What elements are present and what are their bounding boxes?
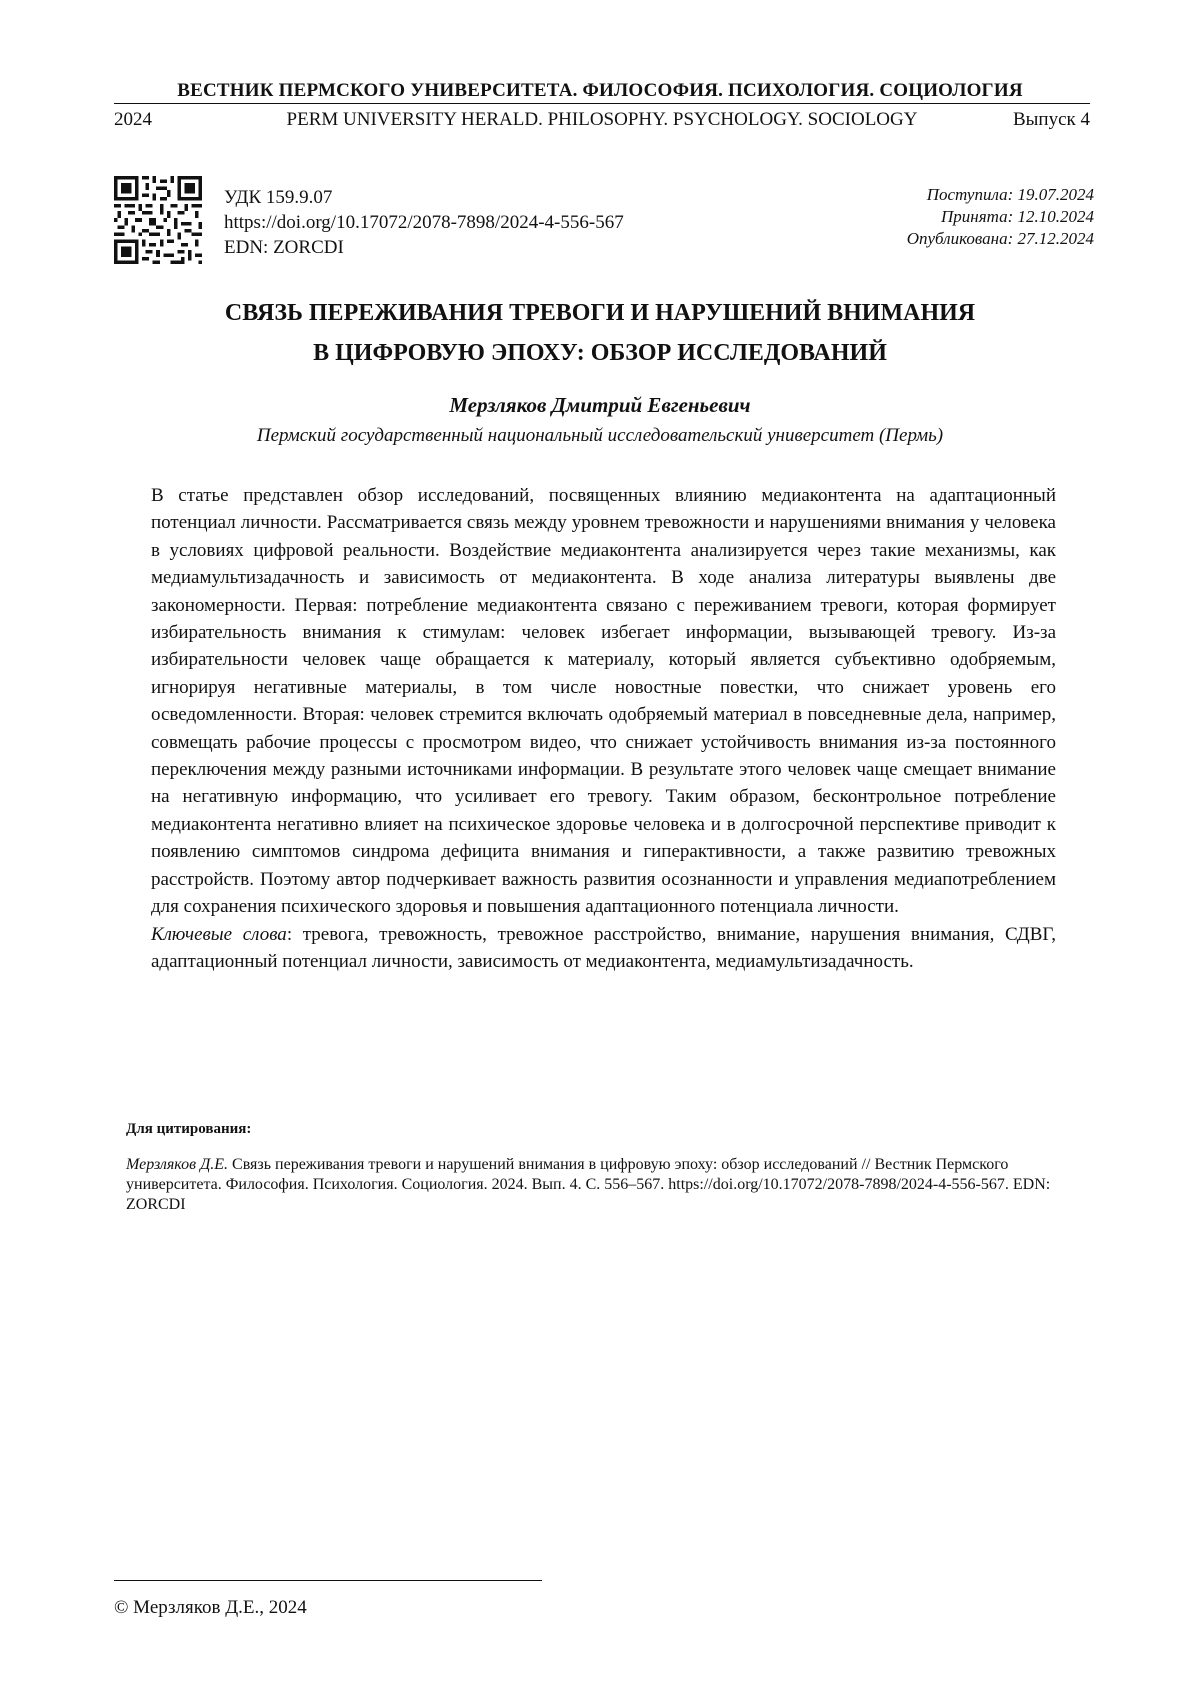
date-received: Поступила: 19.07.2024 xyxy=(907,184,1094,206)
keywords xyxy=(151,921,1056,976)
date-accepted: Принята: 12.10.2024 xyxy=(907,206,1094,228)
article-dates xyxy=(907,184,1094,250)
qr-code-icon xyxy=(114,176,202,264)
citation-heading: Для цитирования: xyxy=(126,1121,251,1138)
journal-title-ru: ВЕСТНИК ПЕРМСКОГО УНИВЕРСИТЕТА. ФИЛОСОФИЯ. ПСИХОЛОГИЯ. СОЦИОЛОГИЯ xyxy=(0,80,1200,102)
edn-code: EDN: ZORCDI xyxy=(224,235,624,260)
footer-rule xyxy=(114,1580,542,1581)
doi-link[interactable]: https://doi.org/10.17072/2078-7898/2024-4-556-567 xyxy=(224,210,624,235)
article-title-line1: СВЯЗЬ ПЕРЕЖИВАНИЯ ТРЕВОГИ И НАРУШЕНИЙ ВНИМАНИЯ xyxy=(0,293,1200,333)
header-rule xyxy=(114,103,1090,104)
author-name: Мерзляков Дмитрий Евгеньевич xyxy=(0,393,1200,418)
citation-body: Связь переживания тревоги и нарушений внимания в цифровую эпоху: обзор исследований // Вестник Пермского университета. Философия. Психология. Социология. 2024. Вып. 4. С. 556–567. https://doi.org/10.17072/2078-7898/2024-4-556-567. EDN: ZORCDI xyxy=(126,1156,1050,1213)
citation-author: Мерзляков Д.Е. xyxy=(126,1156,228,1173)
article-title xyxy=(0,293,1200,373)
udc-code: УДК 159.9.07 xyxy=(224,185,624,210)
abstract xyxy=(151,482,1056,975)
citation-text xyxy=(126,1155,1061,1215)
keywords-label: Ключевые слова xyxy=(151,924,287,945)
header-issue: Выпуск 4 xyxy=(1013,109,1090,131)
article-meta xyxy=(224,185,624,260)
author-affiliation: Пермский государственный национальный исследовательский университет (Пермь) xyxy=(0,425,1200,447)
copyright: © Мерзляков Д.Е., 2024 xyxy=(114,1597,307,1619)
article-title-line2: В ЦИФРОВУЮ ЭПОХУ: ОБЗОР ИССЛЕДОВАНИЙ xyxy=(0,333,1200,373)
header-year: 2024 xyxy=(114,109,152,131)
keywords-text: : тревога, тревожность, тревожное расстройство, внимание, нарушения внимания, СДВГ, адаптационный потенциал личности, зависимость от медиаконтента, медиамультизадачность. xyxy=(151,924,1056,972)
date-published: Опубликована: 27.12.2024 xyxy=(907,228,1094,250)
journal-title-en: PERM UNIVERSITY HERALD. PHILOSOPHY. PSYCHOLOGY. SOCIOLOGY xyxy=(114,109,1090,131)
abstract-text: В статье представлен обзор исследований, посвященных влиянию медиаконтента на адаптационный потенциал личности. Рассматривается связь между уровнем тревожности и нарушениями внимания у человека в условиях цифровой реальности. Воздействие медиаконтента анализируется через такие механизмы, как медиамультизадачность и зависимость от медиаконтента. В ходе анализа литературы выявлены две закономерности. Первая: потребление медиаконтента связано с переживанием тревоги, которая формирует избирательность внимания к стимулам: человек избегает информации, вызывающей тревогу. Из-за избирательности человек чаще обращается к материалу, который является субъективно одобряемым, игнорируя негативные материалы, в том числе новостные повестки, что снижает уровень его осведомленности. Вторая: человек стремится включать одобряемый материал в повседневные дела, например, совмещать рабочие процессы с просмотром видео, что снижает устойчивость внимания из-за постоянного переключения между разными источниками информации. В результате этого человек чаще смещает внимание на негативную информацию, что усиливает его тревогу. Таким образом, бесконтрольное потребление медиаконтента негативно влияет на психическое здоровье человека и в долгосрочной перспективе приводит к появлению симптомов синдрома дефицита внимания и гиперактивности, а также развитию тревожных расстройств. Поэтому автор подчеркивает важность развития осознанности и управления медиапотреблением для сохранения психического здоровья и повышения адаптационного потенциала личности. xyxy=(151,482,1056,921)
header-line xyxy=(114,109,1090,133)
